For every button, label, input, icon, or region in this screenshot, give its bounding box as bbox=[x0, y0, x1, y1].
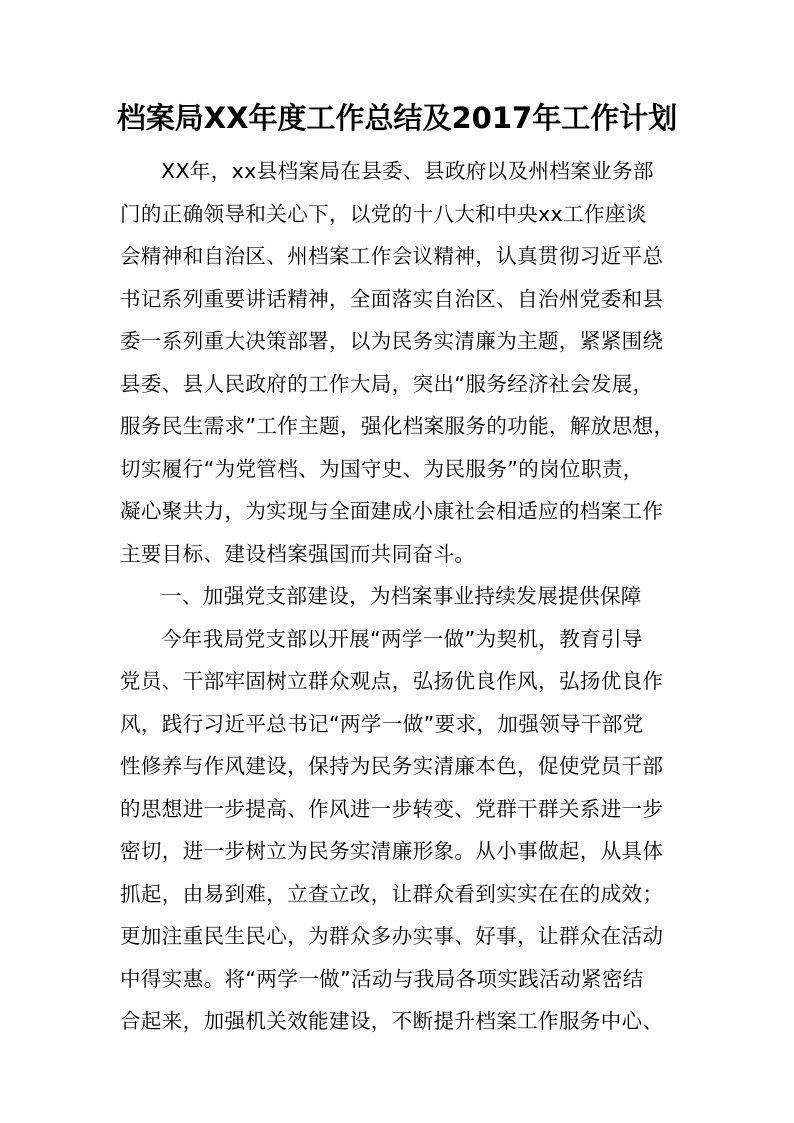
paragraph-line: 合起来，加强机关效能建设，不断提升档案工作服务中心、 bbox=[120, 1009, 664, 1033]
paragraph-line: 更加注重民生民心，为群众多办实事、好事，让群众在活动 bbox=[120, 924, 664, 948]
paragraph-line: 县委、县人民政府的工作大局，突出“服务经济社会发展， bbox=[120, 371, 654, 396]
paragraph-line: 书记系列重要讲话精神，全面落实自治区、自治州党委和县 bbox=[120, 286, 664, 311]
paragraph-line: 切实履行“为党管档、为国守史、为民服务”的岗位职责， bbox=[120, 456, 644, 481]
paragraph-line: 风，践行习近平总书记“两学一做”要求，加强领导干部党 bbox=[120, 711, 644, 736]
paragraph-line: 凝心聚共力，为实现与全面建成小康社会相适应的档案工作 bbox=[120, 499, 664, 523]
section-heading: 一、加强党支部建设，为档案事业持续发展提供保障 bbox=[161, 584, 642, 608]
document-title: 档案局XX年度工作总结及2017年工作计划 bbox=[116, 101, 678, 135]
paragraph-line: 抓起，由易到难，立查立改，让群众看到实实在在的成效； bbox=[120, 881, 664, 906]
paragraph-line: 性修养与作风建设，保持为民务实清廉本色，促使党员干部 bbox=[120, 754, 664, 778]
paragraph-line: 中得实惠。将“两学一做”活动与我局各项实践活动紧密结 bbox=[120, 966, 644, 991]
paragraph-line: 门的正确领导和关心下，以党的十八大和中央xx工作座谈 bbox=[120, 201, 647, 226]
paragraph-line: 密切，进一步树立为民务实清廉形象。从小事做起，从具体 bbox=[120, 839, 664, 863]
paragraph-line: 服务民生需求”工作主题，强化档案服务的功能，解放思想， bbox=[120, 414, 675, 438]
paragraph-line: 主要目标、建设档案强国而共同奋斗。 bbox=[120, 541, 476, 566]
paragraph-line: 的思想进一步提高、作风进一步转变、党群干群关系进一步 bbox=[120, 796, 664, 821]
paragraph-line: 委一系列重大决策部署，以为民务实清廉为主题，紧紧围绕 bbox=[120, 329, 664, 353]
paragraph-line: 今年我局党支部以开展“两学一做”为契机，教育引导 bbox=[161, 626, 643, 651]
document-body bbox=[120, 150, 680, 1043]
paragraph-line: 会精神和自治区、州档案工作会议精神，认真贯彻习近平总 bbox=[120, 244, 664, 268]
paragraph-line: XX年，xx县档案局在县委、县政府以及州档案业务部 bbox=[161, 159, 654, 183]
paragraph-line: 党员、干部牢固树立群众观点，弘扬优良作风，弘扬优良作 bbox=[120, 669, 664, 693]
